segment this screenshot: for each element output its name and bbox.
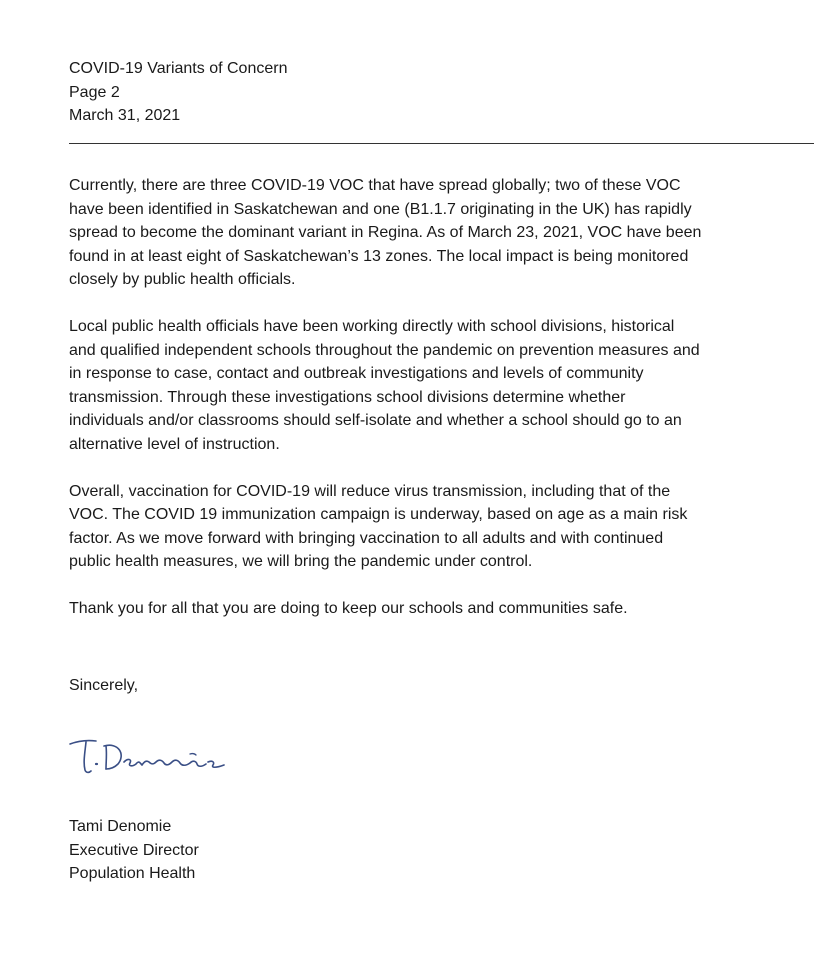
letter-header: [69, 57, 287, 128]
paragraph-line: factor. As we move forward with bringing vaccination to all adults and with continued: [69, 529, 664, 547]
paragraph-line: have been identified in Saskatchewan and one (B1.1.7 originating in the UK) has rapidly: [69, 200, 692, 218]
paragraph-line: Currently, there are three COVID-19 VOC that have spread globally; two of these VOC: [69, 177, 681, 194]
signatory-name: Tami Denomie: [69, 818, 172, 835]
paragraph-thank-you: [69, 597, 799, 621]
header-date: March 31, 2021: [69, 107, 181, 124]
letter-body: [69, 174, 799, 644]
paragraph-line: found in at least eight of Saskatchewan’s 13 zones. The local impact is being monitored: [69, 247, 689, 265]
paragraph-public-health: [69, 315, 799, 456]
paragraph-line: Local public health officials have been working directly with school divisions, historical: [69, 318, 675, 335]
signatory-title: Executive Director: [69, 841, 199, 859]
paragraph-line: individuals and/or classrooms should self-isolate and whether a school should go to an: [69, 412, 682, 429]
closing-salutation: Sincerely,: [69, 677, 139, 694]
paragraph-line: and qualified independent schools throughout the pandemic on prevention measures and: [69, 341, 700, 359]
signature-block: [69, 815, 199, 886]
handwritten-signature: [66, 732, 246, 784]
paragraph-voc-spread: [69, 174, 799, 292]
paragraph-line: closely by public health officials.: [69, 271, 296, 288]
signatory-department: Population Health: [69, 865, 196, 882]
paragraph-line: public health measures, we will bring the pandemic under control.: [69, 553, 533, 570]
paragraph-line: alternative level of instruction.: [69, 435, 280, 453]
paragraph-line: spread to become the dominant variant in Regina. As of March 23, 2021, VOC have been: [69, 224, 702, 241]
header-subject: COVID-19 Variants of Concern: [69, 60, 288, 77]
paragraph-line: transmission. Through these investigations school divisions determine whether: [69, 388, 626, 406]
header-divider: [69, 143, 814, 144]
paragraph-line: in response to case, contact and outbreak investigations and levels of community: [69, 365, 644, 382]
paragraph-vaccination: [69, 480, 799, 574]
paragraph-line: Thank you for all that you are doing to keep our schools and communities safe.: [69, 600, 628, 617]
paragraph-line: VOC. The COVID 19 immunization campaign is underway, based on age as a main risk: [69, 506, 688, 523]
paragraph-line: Overall, vaccination for COVID-19 will reduce virus transmission, including that of the: [69, 482, 671, 500]
header-page-number: Page 2: [69, 83, 120, 101]
